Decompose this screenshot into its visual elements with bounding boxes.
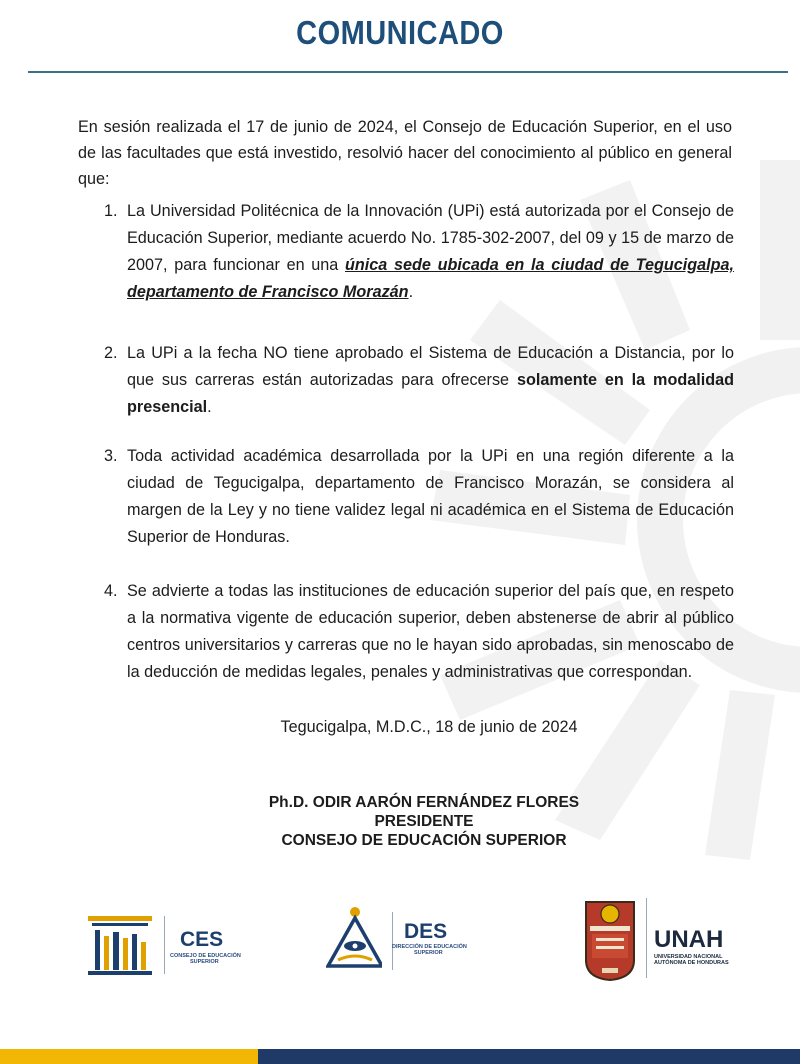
signature-position: PRESIDENTE bbox=[374, 813, 474, 830]
intro-paragraph: En sesión realizada el 17 de junio de 2024, el Consejo de Educación Superior, en el uso de las facultades que está investido, resolvió hacer del conocimiento al público en general que: bbox=[78, 118, 732, 188]
building-columns-icon bbox=[84, 914, 156, 976]
title-divider bbox=[28, 71, 788, 73]
list-item-text: Toda actividad académica desarrollada por la UPi en una región diferente a la ciudad de Tegucigalpa, departamento de Francisco Morazán, se considera al margen de la Ley y no tiene validez legal ni académica en el Sistema de Educación Superior de Honduras. bbox=[127, 447, 734, 546]
logo-divider bbox=[164, 916, 165, 974]
logo-divider bbox=[646, 898, 647, 978]
list-item-3 bbox=[104, 443, 734, 551]
footer-bar-yellow bbox=[0, 1049, 258, 1064]
ces-subtitle-1: CONSEJO DE EDUCACIÓN bbox=[170, 953, 241, 959]
list-number: 1. bbox=[104, 202, 118, 220]
university-seal-icon bbox=[582, 898, 638, 982]
des-acronym: DES bbox=[404, 920, 448, 943]
unah-subtitle-2: AUTÓNOMA DE HONDURAS bbox=[654, 960, 729, 966]
ces-subtitle-2: SUPERIOR bbox=[190, 959, 219, 965]
signature-name: Ph.D. ODIR AARÓN FERNÁNDEZ FLORES bbox=[268, 794, 580, 811]
list-item-text: La Universidad Politécnica de la Innovación (UPi) está autorizada por el Consejo de Educación Superior, mediante acuerdo No. 1785-302-2007, del 09 y 15 de marzo de 2007, para funcionar en una única sede ubicada en la ciudad de Tegucigalpa, departamento de Francisco Morazán. bbox=[127, 202, 735, 301]
bold-text: solamente en la modalidad presencial bbox=[127, 371, 734, 416]
ces-logo bbox=[84, 914, 294, 978]
des-subtitle-1: DIRECCIÓN DE EDUCACIÓN bbox=[392, 944, 467, 950]
list-item-text: Se advierte a todas las instituciones de educación superior del país que, en respeto a la normativa vigente de educación superior, deben abstenerse de abrir al público centros universitarios y carreras que no le hayan sido aprobadas, sin menoscabo de la deducción de medidas legales, penales y administrativas que correspondan. bbox=[127, 582, 734, 681]
logo-divider bbox=[392, 912, 393, 970]
des-subtitle-2: SUPERIOR bbox=[414, 950, 443, 956]
list-item-text: La UPi a la fecha NO tiene aprobado el Sistema de Educación a Distancia, por lo que sus carreras están autorizadas para ofrecerse solamente en la modalidad presencial. bbox=[127, 344, 734, 416]
signature-organization: CONSEJO DE EDUCACIÓN SUPERIOR bbox=[281, 832, 567, 849]
place-date: Tegucigalpa, M.D.C., 18 de junio de 2024 bbox=[280, 718, 578, 736]
list-number: 3. bbox=[104, 447, 118, 465]
list-item-4 bbox=[104, 578, 734, 686]
footer-bar-blue bbox=[258, 1049, 800, 1064]
unah-subtitle-1: UNIVERSIDAD NACIONAL bbox=[654, 954, 723, 960]
list-item-2 bbox=[104, 340, 734, 421]
des-logo bbox=[326, 904, 496, 976]
list-number: 2. bbox=[104, 344, 118, 362]
page-title: COMUNICADO bbox=[296, 14, 504, 51]
emphasized-text: única sede ubicada en la ciudad de Tegucigalpa, departamento de Francisco Morazán bbox=[127, 256, 735, 301]
triangle-eye-icon bbox=[326, 904, 382, 970]
list-item-1 bbox=[104, 198, 734, 306]
list-number: 4. bbox=[104, 582, 118, 600]
ces-acronym: CES bbox=[180, 928, 224, 951]
unah-logo bbox=[582, 898, 762, 988]
unah-acronym: UNAH bbox=[654, 926, 724, 953]
